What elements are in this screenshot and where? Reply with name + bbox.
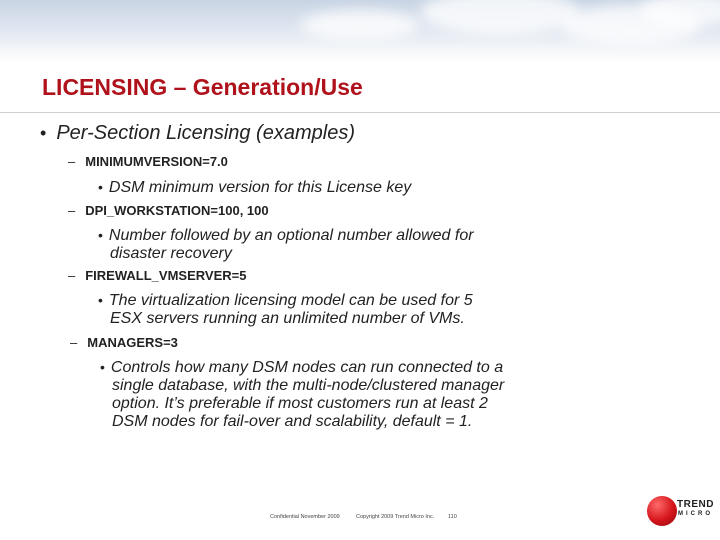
sky-header-background: [0, 0, 720, 62]
license-key-text: DPI_WORKSTATION=100, 100: [85, 203, 269, 218]
description-line: single database, with the multi-node/clustered manager: [112, 377, 505, 394]
license-description: [98, 226, 474, 263]
license-key-text: MANAGERS=3: [87, 335, 178, 350]
description-line: DSM nodes for fail-over and scalability, default = 1.: [112, 413, 473, 430]
dash-icon: –: [68, 154, 76, 169]
trend-micro-logo: [647, 494, 714, 534]
bullet-icon: •: [98, 179, 103, 195]
bullet-icon: •: [98, 292, 103, 308]
description-line: The virtualization licensing model can be used for 5: [108, 292, 473, 309]
dash-icon: –: [70, 335, 78, 350]
license-key-dpi-workstation: [68, 203, 269, 218]
description-line: DSM minimum version for this License key: [108, 179, 412, 196]
description-line: ESX servers running an unlimited number of VMs.: [110, 310, 465, 327]
description-line: option. It’s preferable if most customers run at least 2: [112, 395, 488, 412]
description-line: disaster recovery: [110, 245, 232, 262]
bullet-icon: •: [100, 359, 105, 375]
logo-word-micro: MICRO: [678, 511, 713, 517]
bullet-icon: •: [98, 227, 103, 243]
license-key-text: MINIMUMVERSION=7.0: [85, 154, 228, 169]
license-key-text: FIREWALL_VMSERVER=5: [85, 268, 247, 283]
license-description: [100, 358, 504, 431]
license-key-minimumversion: [68, 154, 228, 169]
main-bullet-text: Per-Section Licensing (examples): [56, 122, 355, 144]
footer-page-number: 110: [448, 514, 457, 520]
slide-title: LICENSING – Generation/Use: [42, 74, 363, 100]
license-description: [98, 291, 473, 328]
main-bullet: [40, 122, 355, 145]
logo-word-trend: TREND: [677, 499, 714, 510]
license-key-managers: [70, 335, 178, 350]
footer-copyright: Copyright 2009 Trend Micro Inc.: [356, 514, 435, 520]
description-line: Controls how many DSM nodes can run connected to a: [110, 359, 504, 376]
description-line: Number followed by an optional number allowed for: [108, 227, 474, 244]
title-divider: [0, 112, 720, 113]
footer-confidential: Confidential November 2009: [270, 514, 340, 520]
license-key-firewall-vmserver: [68, 268, 246, 283]
trend-micro-ball-icon: [647, 496, 677, 526]
bullet-icon: •: [40, 123, 47, 143]
license-description: [98, 178, 411, 197]
dash-icon: –: [68, 203, 76, 218]
dash-icon: –: [68, 268, 76, 283]
